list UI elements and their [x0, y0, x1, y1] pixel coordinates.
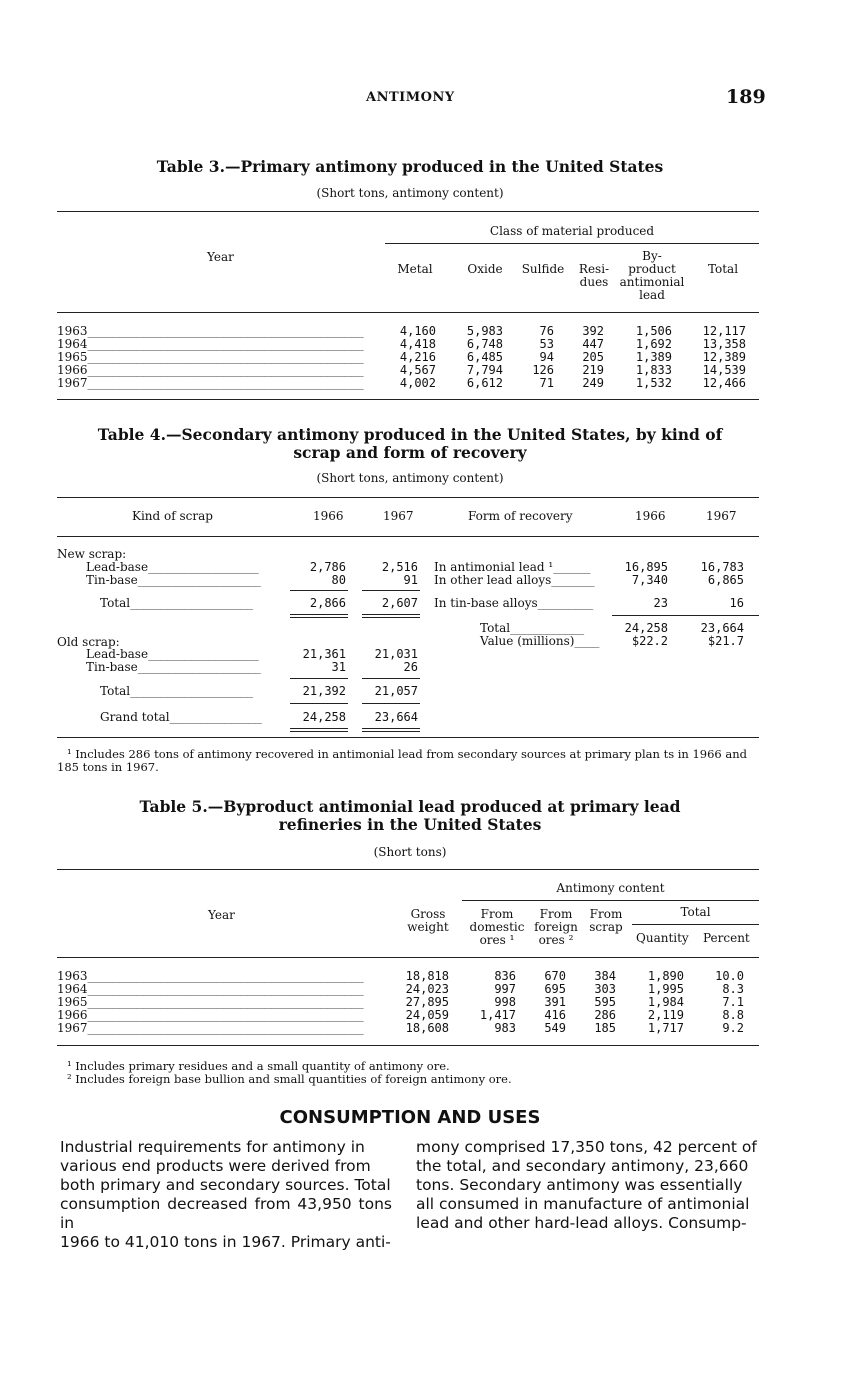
recovery-form-label: Total — [480, 621, 511, 635]
body-line: lead and other hard-lead alloys. Consump- — [416, 1214, 747, 1232]
table3-year: 1963 — [57, 324, 88, 338]
body-line: mony comprised 17,350 tons, 42 percent of — [416, 1138, 757, 1156]
table3-group-rule — [385, 243, 759, 244]
table3-header-rule — [57, 312, 759, 313]
table5-year: 1967 — [57, 1021, 88, 1035]
scrap-1967: 2,516 — [381, 560, 418, 574]
table3-title: Table 3.—Primary antimony produced in the United States — [156, 157, 664, 176]
leader-dots: _______________ — [169, 711, 262, 724]
running-title: ANTIMONY — [366, 90, 455, 105]
table3-residues: 392 — [582, 324, 604, 338]
table3-oxide: 7,794 — [466, 363, 503, 377]
table3-group-header: Class of material produced — [489, 224, 655, 238]
leader-dots: ____________________ — [137, 574, 261, 587]
table3-residues: 219 — [582, 363, 604, 377]
subtotal-rule — [362, 678, 420, 679]
table5-title-line1: Table 5.—Byproduct antimonial lead produced at primary lead — [139, 797, 681, 816]
total-double-rule — [362, 728, 420, 732]
table3-subtitle: (Short tons, antimony content) — [316, 186, 504, 200]
table5-col-foreign: From foreign ores ² — [534, 907, 578, 947]
table3-sulfide: 94 — [539, 350, 554, 364]
table3-metal: 4,160 — [399, 324, 436, 338]
total-double-rule — [362, 614, 420, 618]
table4-col-1967b: 1967 — [706, 509, 737, 523]
table4-col-1967: 1967 — [383, 509, 414, 523]
table5-gross: 18,818 — [405, 969, 449, 983]
table5-domestic: 836 — [494, 969, 516, 983]
table3-col-total: Total — [707, 262, 739, 276]
total-double-rule — [290, 614, 348, 618]
table5-foreign: 670 — [544, 969, 566, 983]
table5-percent: 10.0 — [715, 969, 744, 983]
table5-domestic: 983 — [494, 1021, 516, 1035]
table4-subtitle: (Short tons, antimony content) — [316, 471, 504, 485]
recovery-1966: 16,895 — [624, 560, 668, 574]
table3-year: 1966 — [57, 363, 88, 377]
table5-scrap: 185 — [594, 1021, 616, 1035]
table5-percent: 7.1 — [722, 995, 744, 1009]
table3-metal: 4,002 — [399, 376, 436, 390]
recovery-form-label: Value (millions) — [480, 634, 575, 648]
recovery-1967: 6,865 — [707, 573, 744, 587]
table5-foreign: 695 — [544, 982, 566, 996]
scrap-1966: 31 — [331, 660, 346, 674]
body-column-right — [416, 1138, 757, 1233]
table5-total-rule — [632, 924, 759, 925]
table5-gross: 18,608 — [405, 1021, 449, 1035]
leader-dots: ______ — [553, 561, 590, 574]
table5-group-header: Antimony content — [556, 881, 665, 895]
table5-col-quantity: Quantity — [636, 931, 689, 945]
table5-quantity: 1,717 — [647, 1021, 684, 1035]
table3-oxide: 6,485 — [466, 350, 503, 364]
table5-domestic: 998 — [494, 995, 516, 1009]
table5-year: 1965 — [57, 995, 88, 1009]
recovery-1966: 23 — [653, 596, 668, 610]
table3-col-residues: Resi- dues — [578, 262, 610, 289]
table5-foreign: 549 — [544, 1021, 566, 1035]
table3-top-rule — [57, 211, 759, 212]
table4-title-line1: Table 4.—Secondary antimony produced in the United States, by kind of — [97, 425, 723, 444]
table3-sulfide: 126 — [532, 363, 554, 377]
table3-residues: 205 — [582, 350, 604, 364]
table5-total-header: Total — [680, 905, 711, 919]
leader-dots: _____________________________________________ — [87, 325, 364, 338]
table3-bottom-rule — [57, 399, 759, 400]
table5-gross: 27,895 — [405, 995, 449, 1009]
leader-dots: ____________________ — [137, 661, 261, 674]
table4-col-kind: Kind of scrap — [132, 509, 213, 523]
table5-quantity: 1,890 — [647, 969, 684, 983]
table5-gross: 24,023 — [405, 982, 449, 996]
table5-top-rule — [57, 869, 759, 870]
recovery-1967: $21.7 — [707, 634, 744, 648]
leader-dots: ____________________ — [130, 685, 253, 698]
scrap-1966: 24,258 — [302, 710, 346, 724]
table4-header-rule — [57, 536, 759, 537]
scrap-1967: 21,057 — [374, 684, 418, 698]
table3-byproduct: 1,389 — [635, 350, 672, 364]
table3-col-byproduct: By- product antimonial lead — [619, 249, 685, 302]
table5-scrap: 286 — [594, 1008, 616, 1022]
table3-metal: 4,567 — [399, 363, 436, 377]
table3-total: 12,466 — [702, 376, 746, 390]
table3-col-oxide: Oxide — [467, 262, 503, 276]
scrap-1966: 21,392 — [302, 684, 346, 698]
subtotal-rule — [290, 590, 348, 591]
old-scrap-label: Old scrap: — [57, 635, 120, 649]
table5-quantity: 2,119 — [647, 1008, 684, 1022]
body-line: consumption decreased from 43,950 tons in — [60, 1195, 392, 1232]
scrap-1966: 21,361 — [302, 647, 346, 661]
scrap-1967: 2,607 — [381, 596, 418, 610]
leader-dots: _______ — [551, 574, 595, 587]
table5-percent: 8.8 — [722, 1008, 744, 1022]
table3-year: 1964 — [57, 337, 88, 351]
new-scrap-label: New scrap: — [57, 547, 127, 561]
table3-sulfide: 71 — [539, 376, 554, 390]
scrap-kind-label: Grand total — [100, 710, 170, 724]
scrap-1966: 80 — [331, 573, 346, 587]
table5-col-percent: Percent — [703, 931, 750, 945]
table3-year: 1967 — [57, 376, 88, 390]
table3-col-metal: Metal — [397, 262, 433, 276]
table3-oxide: 6,748 — [466, 337, 503, 351]
table3-byproduct: 1,833 — [635, 363, 672, 377]
table5-header-rule — [57, 957, 759, 958]
scrap-kind-label: Tin-base — [86, 573, 138, 587]
leader-dots: _____________________________________________ — [87, 377, 364, 390]
leader-dots: _____________________________________________ — [87, 338, 364, 351]
table5-col-scrap: From scrap — [589, 907, 623, 934]
table5-bottom-rule — [57, 1045, 759, 1046]
subtotal-rule — [290, 703, 348, 704]
table5-subtitle: (Short tons) — [373, 845, 447, 859]
table3-residues: 249 — [582, 376, 604, 390]
table3-sulfide: 53 — [539, 337, 554, 351]
table5-scrap: 303 — [594, 982, 616, 996]
table5-scrap: 384 — [594, 969, 616, 983]
page-number: 189 — [726, 86, 766, 108]
leader-dots: _____________________________________________ — [87, 1022, 364, 1035]
table4-col-1966: 1966 — [313, 509, 344, 523]
subtotal-rule — [362, 703, 420, 704]
scrap-kind-label: Lead-base — [86, 647, 149, 661]
recovery-form-label: In other lead alloys — [434, 573, 552, 587]
scrap-kind-label: Total — [100, 596, 131, 610]
subtotal-rule — [612, 615, 759, 616]
recovery-1966: 24,258 — [624, 621, 668, 635]
recovery-1966: 7,340 — [631, 573, 668, 587]
scrap-1967: 21,031 — [374, 647, 418, 661]
leader-dots: ____________________ — [130, 597, 253, 610]
scrap-1967: 23,664 — [374, 710, 418, 724]
table5-year: 1966 — [57, 1008, 88, 1022]
leader-dots: _____________________________________________ — [87, 1009, 364, 1022]
table3-residues: 447 — [582, 337, 604, 351]
total-double-rule — [290, 728, 348, 732]
table5-quantity: 1,984 — [647, 995, 684, 1009]
table3-metal: 4,418 — [399, 337, 436, 351]
table5-col-gross: Gross weight — [407, 907, 449, 934]
scrap-1967: 91 — [403, 573, 418, 587]
recovery-1967: 16,783 — [700, 560, 744, 574]
recovery-1967: 16 — [729, 596, 744, 610]
body-line: 1966 to 41,010 tons in 1967. Primary anti- — [60, 1233, 391, 1251]
scrap-1966: 2,786 — [309, 560, 346, 574]
leader-dots: __________________ — [148, 561, 259, 574]
section-heading: CONSUMPTION AND USES — [279, 1107, 541, 1128]
leader-dots: _____________________________________________ — [87, 996, 364, 1009]
recovery-1967: 23,664 — [700, 621, 744, 635]
table3-total: 13,358 — [702, 337, 746, 351]
table5-scrap: 595 — [594, 995, 616, 1009]
subtotal-rule — [362, 590, 420, 591]
recovery-form-label: In tin-base alloys — [434, 596, 538, 610]
body-line: various end products were derived from — [60, 1157, 371, 1175]
leader-dots: ____ — [574, 635, 599, 648]
table5-domestic: 997 — [494, 982, 516, 996]
table3-sulfide: 76 — [539, 324, 554, 338]
table5-year-header: Year — [208, 908, 235, 922]
table3-byproduct: 1,532 — [635, 376, 672, 390]
table5-quantity: 1,995 — [647, 982, 684, 996]
table4-top-rule — [57, 497, 759, 498]
table5-percent: 8.3 — [722, 982, 744, 996]
scrap-1967: 26 — [403, 660, 418, 674]
leader-dots: _____________________________________________ — [87, 970, 364, 983]
table5-gross: 24,059 — [405, 1008, 449, 1022]
table3-year: 1965 — [57, 350, 88, 364]
table3-total: 12,117 — [702, 324, 746, 338]
table5-foreign: 416 — [544, 1008, 566, 1022]
leader-dots: __________________ — [148, 648, 259, 661]
table4-col-form: Form of recovery — [468, 509, 573, 523]
table5-col-domestic: From domestic ores ¹ — [469, 907, 525, 947]
leader-dots: _____________________________________________ — [87, 364, 364, 377]
table5-foreign: 391 — [544, 995, 566, 1009]
table5-year: 1964 — [57, 982, 88, 996]
table3-byproduct: 1,506 — [635, 324, 672, 338]
body-column-left — [60, 1138, 392, 1252]
body-line: both primary and secondary sources. Total — [60, 1176, 391, 1194]
table4-col-1966b: 1966 — [635, 509, 666, 523]
table3-total: 14,539 — [702, 363, 746, 377]
recovery-form-label: In antimonial lead ¹ — [434, 560, 554, 574]
table3-metal: 4,216 — [399, 350, 436, 364]
body-line: Industrial requirements for antimony in — [60, 1138, 365, 1156]
table3-col-sulfide: Sulfide — [521, 262, 565, 276]
table4-bottom-rule — [57, 737, 759, 738]
leader-dots: _____________________________________________ — [87, 983, 364, 996]
table3-oxide: 5,983 — [466, 324, 503, 338]
body-line: all consumed in manufacture of antimonial — [416, 1195, 750, 1213]
leader-dots: ____________ — [510, 622, 584, 635]
table5-footnote-1: ¹ Includes primary residues and a small quantity of antimony ore. — [67, 1059, 450, 1073]
table3-total: 12,389 — [702, 350, 746, 364]
table5-domestic: 1,417 — [479, 1008, 516, 1022]
table4-footnote: ¹ Includes 286 tons of antimony recovered in antimonial lead from secondary sources at primary plan ts in 1966 and 185 tons in 1967. — [57, 747, 748, 774]
body-line: tons. Secondary antimony was essentially — [416, 1176, 743, 1194]
subtotal-rule — [290, 678, 348, 679]
scrap-kind-label: Total — [100, 684, 131, 698]
table5-title-line2: refineries in the United States — [278, 815, 542, 834]
scrap-kind-label: Tin-base — [86, 660, 138, 674]
table5-footnote-2: ² Includes foreign base bullion and small quantities of foreign antimony ore. — [67, 1072, 512, 1086]
table3-byproduct: 1,692 — [635, 337, 672, 351]
table4-title-line2: scrap and form of recovery — [293, 443, 527, 462]
leader-dots: _____________________________________________ — [87, 351, 364, 364]
leader-dots: _________ — [537, 597, 593, 610]
table3-oxide: 6,612 — [466, 376, 503, 390]
recovery-1966: $22.2 — [631, 634, 668, 648]
table5-percent: 9.2 — [722, 1021, 744, 1035]
body-line: the total, and secondary antimony, 23,660 — [416, 1157, 749, 1175]
table5-year: 1963 — [57, 969, 88, 983]
scrap-1966: 2,866 — [309, 596, 346, 610]
table3-year-header: Year — [207, 250, 234, 264]
table5-group-rule — [462, 900, 759, 901]
scrap-kind-label: Lead-base — [86, 560, 149, 574]
